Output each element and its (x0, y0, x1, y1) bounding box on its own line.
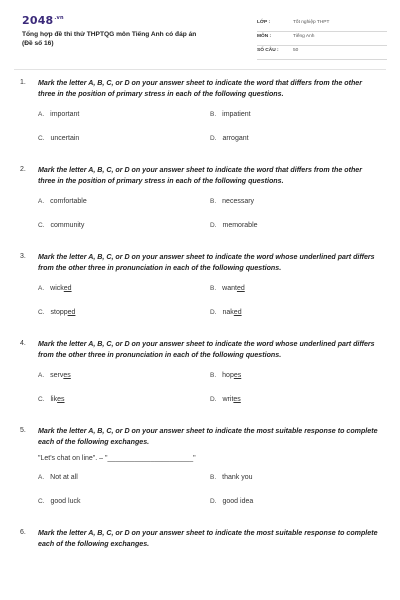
question-text: Mark the letter A, B, C, or D on your answer sheet to indicate the word whose underlined part differs from the other three in pronunciation in each of the following questions. (38, 253, 375, 272)
option-letter: B. (210, 285, 217, 292)
question-number: 5. (20, 427, 26, 434)
option-letter: D. (210, 498, 217, 505)
option-underlined-part: es (57, 396, 65, 403)
meta-subject-row (257, 32, 387, 46)
option-word-stem: stopp (50, 309, 68, 316)
option-text: impatient (222, 111, 251, 118)
option-letter: C. (38, 135, 45, 142)
option-text: arrogant (222, 135, 249, 142)
option-letter: A. (38, 372, 45, 379)
answer-options (38, 368, 386, 414)
meta-label: LỚP : (257, 20, 271, 25)
question-number: 6. (20, 529, 26, 536)
option-c[interactable] (38, 498, 80, 505)
option-letter: A. (38, 198, 45, 205)
answer-options (38, 107, 386, 153)
option-letter: B. (210, 198, 217, 205)
option-letter: D. (210, 396, 217, 403)
question-number: 3. (20, 253, 26, 260)
question-3 (14, 252, 386, 327)
option-letter: D. (210, 222, 217, 229)
option-c[interactable] (38, 309, 75, 316)
option-letter: B. (210, 474, 217, 481)
question-text: Mark the letter A, B, C, or D on your answer sheet to indicate the most suitable response to complete each of the following exchanges. (38, 529, 378, 548)
answer-options (38, 470, 386, 516)
question-list (14, 78, 386, 561)
meta-label: MÔN : (257, 34, 272, 39)
logo-text: 2048 (22, 14, 54, 27)
option-underlined-part: es (233, 372, 242, 379)
option-word-stem: writ (222, 396, 234, 403)
title-line-1: Tổng hợp đề thi thử THPTQG môn Tiếng Anh có đáp án (22, 31, 197, 38)
option-text: community (50, 222, 85, 229)
option-text: important (50, 111, 80, 118)
meta-label: SỐ CÂU : (257, 48, 279, 53)
question-text: Mark the letter A, B, C, or D on your answer sheet to indicate the word that differs from the other three in the position of primary stress in each of the following questions. (38, 79, 362, 98)
option-text: good luck (50, 498, 81, 505)
option-a[interactable] (38, 111, 79, 118)
meta-count-row (257, 46, 387, 60)
option-underlined-part: es (233, 396, 241, 403)
option-word-stem: hop (222, 372, 234, 379)
option-letter: D. (210, 135, 217, 142)
logo-suffix: .vn (54, 15, 64, 22)
option-a[interactable] (38, 474, 78, 481)
meta-value: Tốt nghiệp THPT (293, 20, 330, 25)
question-4 (14, 339, 386, 414)
option-underlined-part: ed (236, 285, 245, 292)
option-text: memorable (222, 222, 258, 229)
option-text: good idea (222, 498, 254, 505)
question-number: 4. (20, 340, 26, 347)
option-text: comfortable (50, 198, 87, 205)
option-letter: C. (38, 222, 45, 229)
option-underlined-part: es (63, 372, 71, 379)
page-header (14, 6, 386, 66)
question-text: Mark the letter A, B, C, or D on your answer sheet to indicate the word whose underlined part differs from the other three in pronunciation in each of the following questions. (38, 340, 375, 359)
answer-options (38, 281, 386, 327)
option-letter: A. (38, 474, 45, 481)
option-letter: B. (210, 372, 217, 379)
question-6 (14, 528, 386, 549)
question-text: Mark the letter A, B, C, or D on your answer sheet to indicate the word that differs from the other three in the position of primary stress in each of the following questions. (38, 166, 362, 185)
question-number: 1. (20, 79, 26, 86)
option-d[interactable] (210, 222, 258, 229)
option-letter: D. (210, 309, 217, 316)
option-underlined-part: ed (67, 309, 76, 316)
option-c[interactable] (38, 135, 79, 142)
option-underlined-part: ed (233, 309, 242, 316)
question-1 (14, 78, 386, 153)
exam-meta (257, 18, 387, 60)
option-word-stem: wick (50, 285, 64, 292)
option-text: Not at all (50, 474, 78, 481)
question-text: Mark the letter A, B, C, or D on your answer sheet to indicate the most suitable response to complete each of the following exchanges. (38, 427, 378, 446)
option-b[interactable] (210, 285, 245, 292)
question-number: 2. (20, 166, 26, 173)
title-line-2: (Đề số 16) (22, 40, 54, 47)
question-5 (14, 426, 386, 516)
option-b[interactable] (210, 111, 251, 118)
document-title (22, 30, 252, 48)
option-letter: B. (210, 111, 217, 118)
option-text: uncertain (50, 135, 80, 142)
option-text: necessary (222, 198, 255, 205)
header-divider (14, 69, 386, 70)
meta-value: Tiếng Anh (293, 34, 315, 39)
option-d[interactable] (210, 498, 253, 505)
option-c[interactable] (38, 222, 84, 229)
option-word-stem: want (222, 285, 237, 292)
option-a[interactable] (38, 285, 72, 292)
site-logo[interactable] (22, 14, 64, 27)
option-letter: A. (38, 285, 45, 292)
question-2 (14, 165, 386, 240)
option-letter: C. (38, 498, 45, 505)
option-b[interactable] (210, 198, 254, 205)
option-b[interactable] (210, 372, 241, 379)
option-letter: C. (38, 396, 45, 403)
option-a[interactable] (38, 198, 87, 205)
option-letter: C. (38, 309, 45, 316)
option-d[interactable] (210, 396, 241, 403)
option-word-stem: nak (222, 309, 234, 316)
option-a[interactable] (38, 372, 71, 379)
option-c[interactable] (38, 396, 65, 403)
question-prompt: "Let's chat on line". – "______________________" (38, 455, 196, 462)
option-word-stem: lik (50, 396, 58, 403)
option-b[interactable] (210, 474, 253, 481)
meta-value: 50 (293, 48, 299, 53)
option-word-stem: serv (50, 372, 64, 379)
option-d[interactable] (210, 135, 249, 142)
option-text: thank you (222, 474, 253, 481)
option-letter: A. (38, 111, 45, 118)
option-underlined-part: ed (63, 285, 72, 292)
meta-class-row (257, 18, 387, 32)
option-d[interactable] (210, 309, 242, 316)
answer-options (38, 194, 386, 240)
